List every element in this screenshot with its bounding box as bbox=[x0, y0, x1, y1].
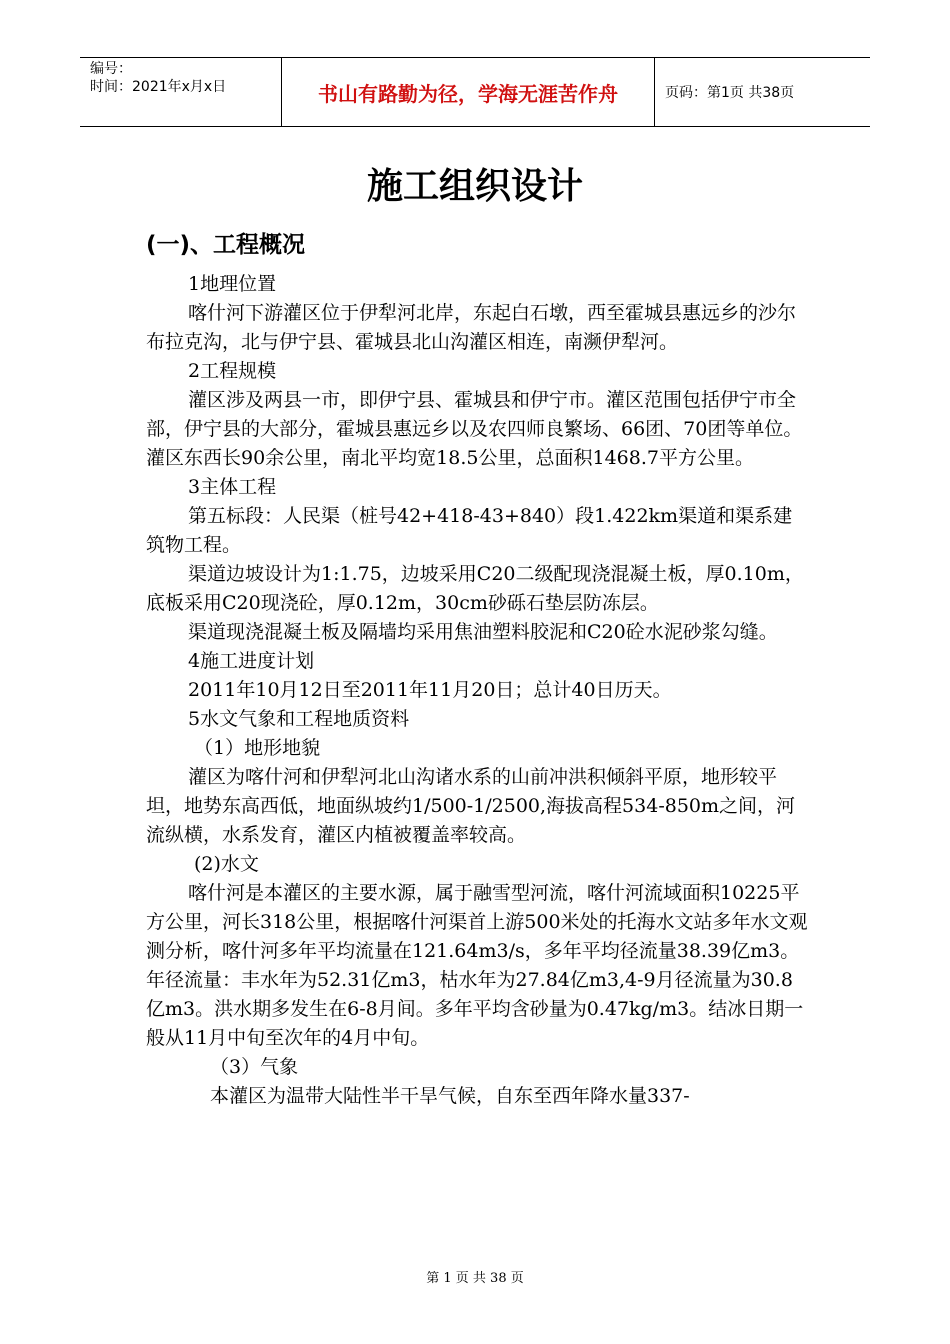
subheading-hydrology: (2)水文 bbox=[194, 853, 259, 875]
paragraph-schedule: 2011年10月12日至2011年11月20日；总计40日历天。 bbox=[188, 679, 672, 701]
document-date: 时间：2021年x月x日 bbox=[90, 79, 227, 95]
subheading-hydrology-geology: 5水文气象和工程地质资料 bbox=[188, 708, 410, 730]
paragraph-section-five: 第五标段：人民渠（桩号42+418-43+840）段1.422km渠道和渠系建筑物工程。 bbox=[146, 505, 793, 556]
page-header bbox=[80, 57, 870, 127]
document-number-label: 编号： bbox=[90, 61, 132, 77]
header-page-info: 页码：第1页 共38页 bbox=[665, 85, 795, 101]
paragraph-joints: 渠道现浇混凝土板及隔墙均采用焦油塑料胶泥和C20砼水泥砂浆勾缝。 bbox=[188, 621, 778, 643]
document-body bbox=[146, 270, 811, 1111]
subheading-scale: 2工程规模 bbox=[188, 360, 277, 382]
subheading-terrain: （1）地形地貌 bbox=[194, 737, 321, 759]
document-title: 施工组织设计 bbox=[366, 166, 583, 207]
paragraph-terrain: 灌区为喀什河和伊犁河北山沟诸水系的山前冲洪积倾斜平原，地形较平坦，地势东高西低，地面纵坡约1/500-1/2500,海拔高程534-850m之间，河流纵横，水系发育，灌区内植被覆盖率较高。 bbox=[146, 766, 796, 846]
paragraph-climate: 本灌区为温带大陆性半干旱气候，自东至西年降水量337- bbox=[210, 1085, 690, 1107]
paragraph-slope-design: 渠道边坡设计为1:1.75，边坡采用C20二级配现浇混凝土板，厚0.10m，底板采用C20现浇砼，厚0.12m，30cm砂砾石垫层防冻层。 bbox=[146, 563, 804, 614]
paragraph-scale: 灌区涉及两县一市，即伊宁县、霍城县和伊宁市。灌区范围包括伊宁市全部，伊宁县的大部分，霍城县惠远乡以及农四师良繁场、66团、70团等单位。灌区东西长90余公里，南北平均宽18.5公里，总面积1468.7平方公里。 bbox=[146, 389, 803, 469]
subheading-climate: （3）气象 bbox=[210, 1056, 299, 1078]
subheading-location: 1地理位置 bbox=[188, 273, 277, 295]
subheading-main-works: 3主体工程 bbox=[188, 476, 277, 498]
page-footer: 第 1 页 共 38 页 bbox=[426, 1271, 524, 1286]
subheading-schedule: 4施工进度计划 bbox=[188, 650, 315, 672]
header-meta bbox=[80, 58, 282, 126]
paragraph-location: 喀什河下游灌区位于伊犁河北岸，东起白石墩，西至霍城县惠远乡的沙尔布拉克沟，北与伊宁县、霍城县北山沟灌区相连，南濒伊犁河。 bbox=[146, 302, 797, 353]
header-motto: 书山有路勤为径，学海无涯苦作舟 bbox=[282, 58, 655, 126]
paragraph-hydrology: 喀什河是本灌区的主要水源，属于融雪型河流，喀什河流域面积10225平方公里，河长318公里，根据喀什河渠首上游500米处的托海水文站多年水文观测分析，喀什河多年平均流量在121.64m3/s，多年平均径流量38.39亿m3。年径流量：丰水年为52.31亿m3，枯水年为27.84亿m3,4-9月径流量为30.8亿m3。洪水期多发生在6-8月间。多年平均含砂量为0.47kg/m3。结冰日期一般从11月中旬至次年的4月中旬。 bbox=[146, 882, 808, 1049]
section-heading: (一)、工程概况 bbox=[146, 232, 306, 258]
